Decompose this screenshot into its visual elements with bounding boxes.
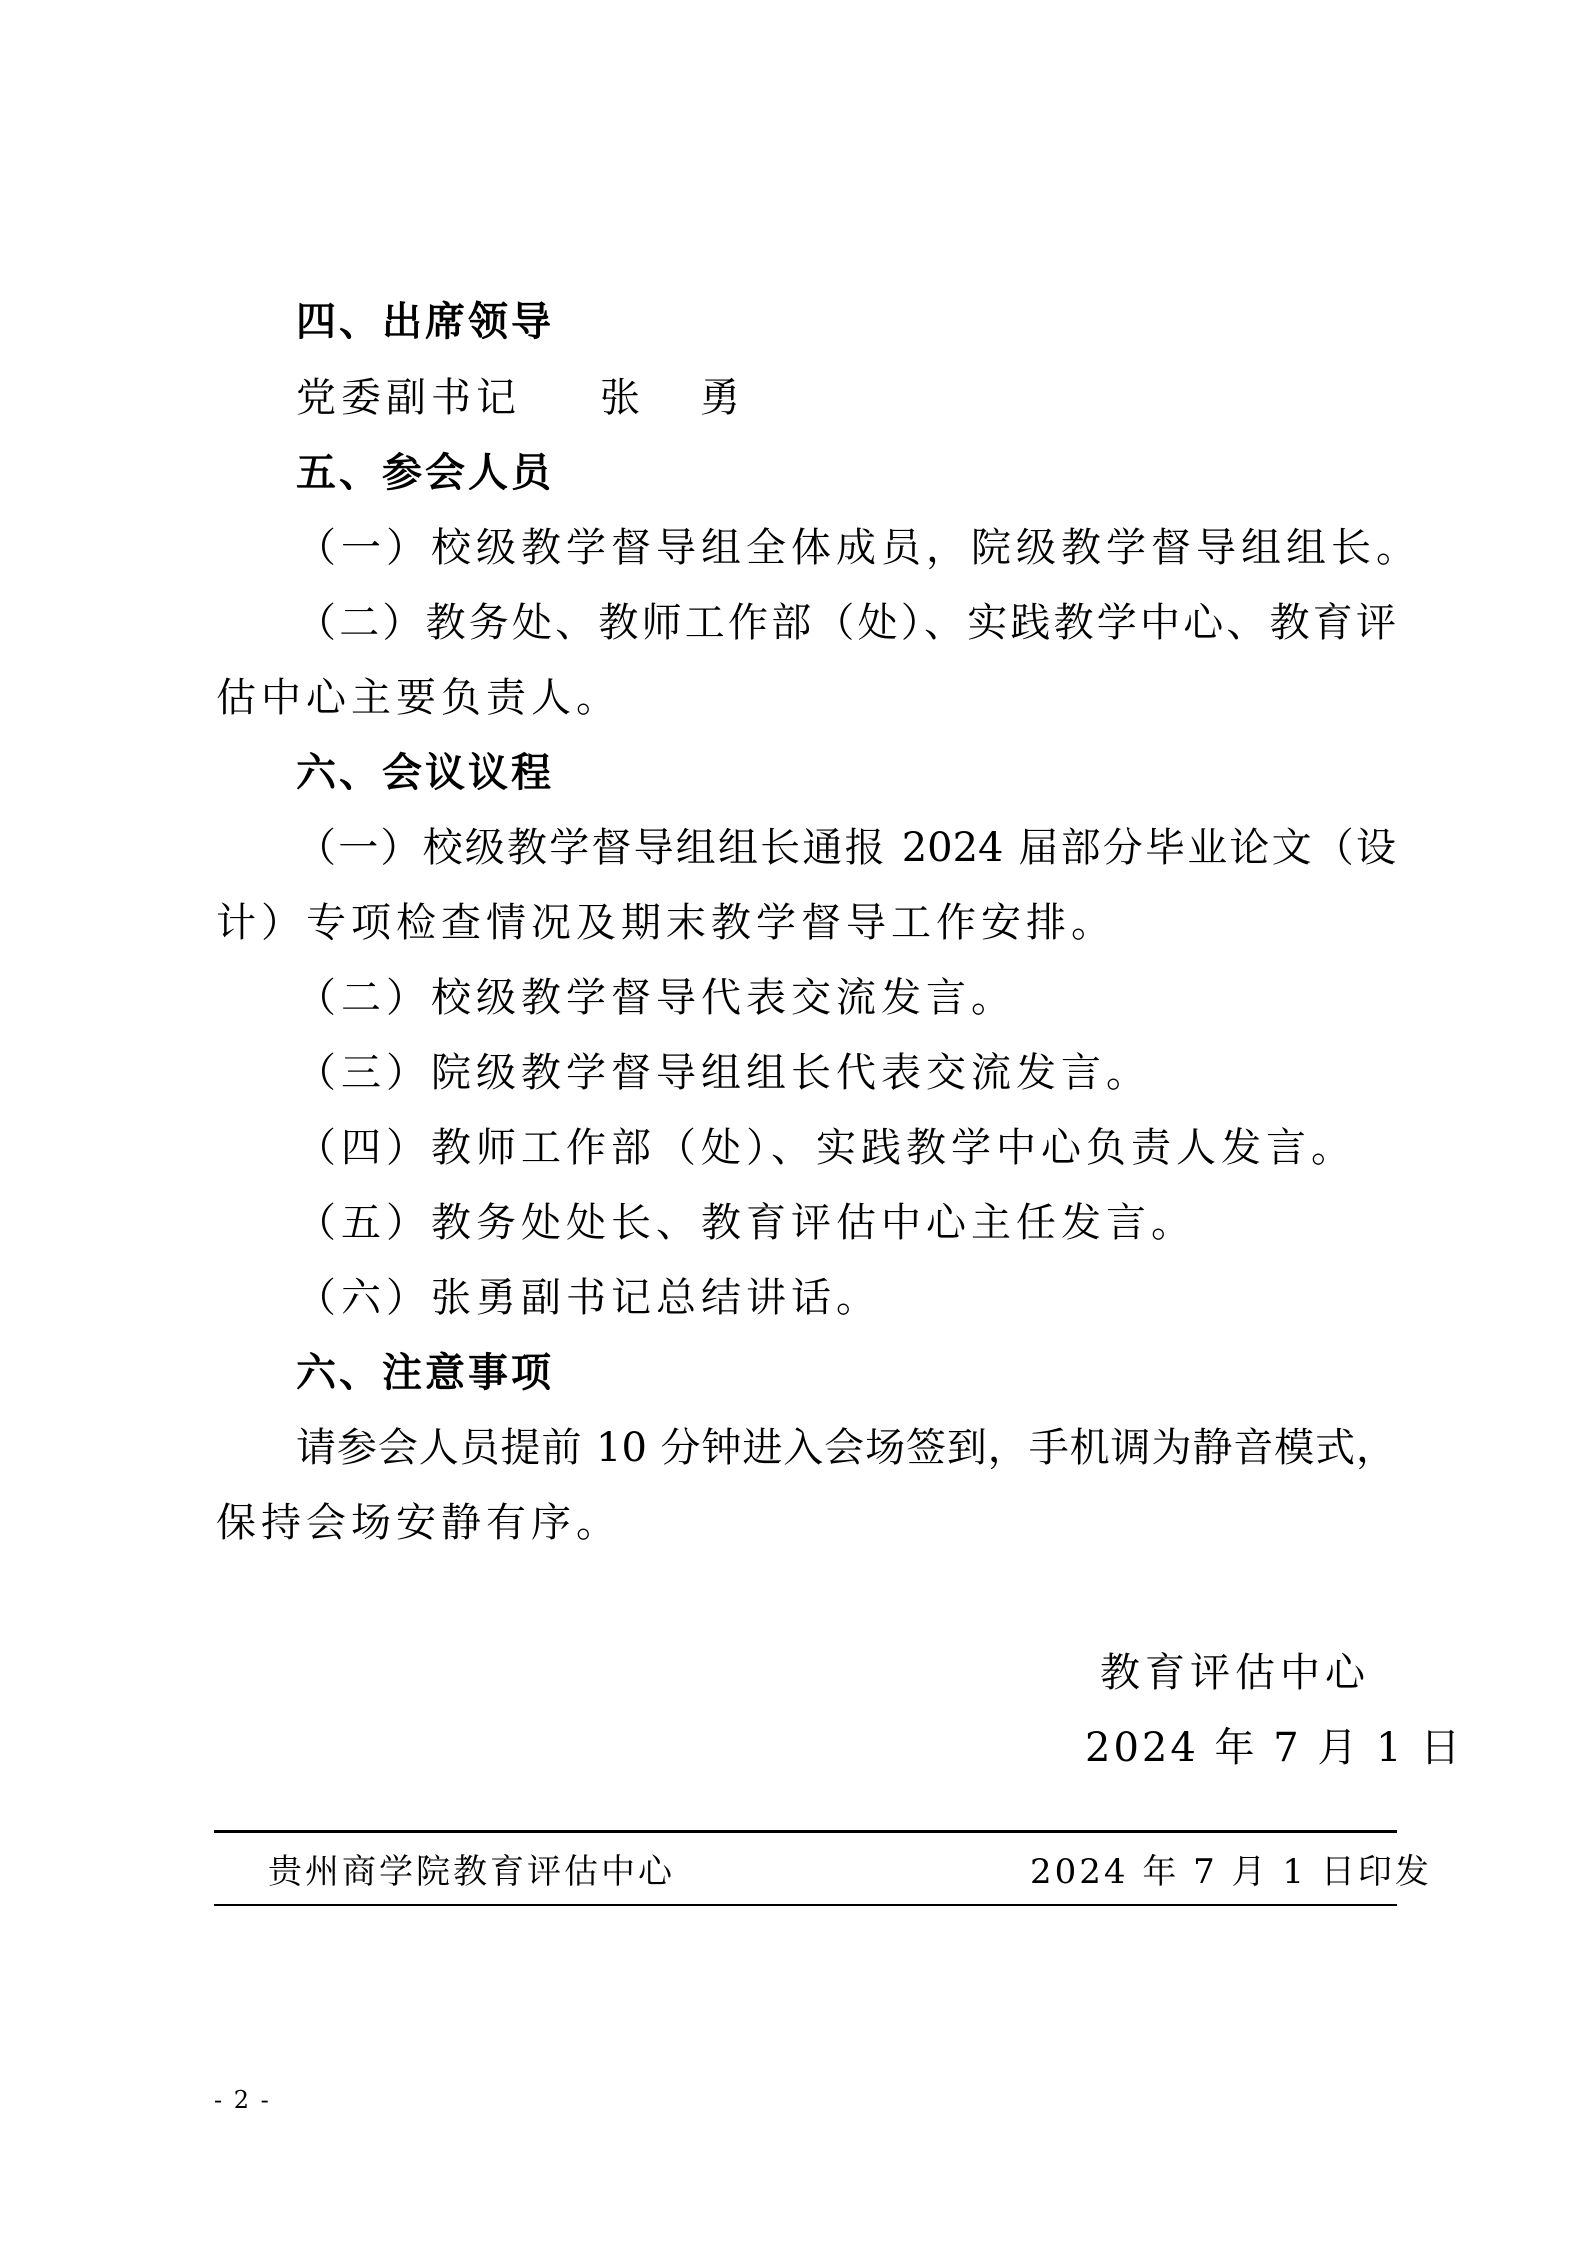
agenda-heading: 六、会议议程 [296, 750, 554, 796]
signature-date: 2024 年 7 月 1 日 [1085, 1725, 1464, 1771]
footer-bottom-rule [214, 1904, 1397, 1906]
agenda-item-2: （二）校级教学督导代表交流发言。 [296, 975, 1016, 1021]
agenda-item-5: （五）教务处处长、教育评估中心主任发言。 [296, 1200, 1196, 1246]
leader-title: 党委副书记 [296, 375, 521, 421]
footer-issue-date: 2024 年 7 月 1 日印发 [1030, 1852, 1432, 1892]
agenda-item-6: （六）张勇副书记总结讲话。 [296, 1275, 881, 1321]
notes-line-1: 请参会人员提前 10 分钟进入会场签到，手机调为静音模式， [296, 1425, 1396, 1471]
footer-issuer: 贵州商学院教育评估中心 [268, 1852, 675, 1892]
attendees-heading: 五、参会人员 [296, 450, 554, 496]
agenda-item-3: （三）院级教学督导组组长代表交流发言。 [296, 1050, 1151, 1096]
leader-name: 张 勇 [600, 375, 750, 421]
attendees-item-1: （一）校级教学督导组全体成员，院级教学督导组组长。 [296, 525, 1421, 571]
footer-top-rule [214, 1830, 1397, 1833]
agenda-item-4: （四）教师工作部（处）、实践教学中心负责人发言。 [296, 1125, 1356, 1171]
attendees-item-2-line-1: （二）教务处、教师工作部（处）、实践教学中心、教育评 [296, 600, 1396, 646]
notes-heading: 六、注意事项 [296, 1350, 554, 1396]
attendees-item-2-line-2: 估中心主要负责人。 [216, 675, 621, 721]
agenda-item-1-line-2: 计）专项检查情况及期末教学督导工作安排。 [216, 900, 1116, 946]
agenda-item-1-line-1: （一）校级教学督导组组长通报 2024 届部分毕业论文（设 [296, 825, 1396, 871]
page-number: - 2 - [214, 2086, 271, 2114]
leader-heading: 四、出席领导 [296, 299, 554, 345]
notes-line-2: 保持会场安静有序。 [216, 1500, 621, 1546]
signature-organization: 教育评估中心 [1100, 1650, 1370, 1696]
